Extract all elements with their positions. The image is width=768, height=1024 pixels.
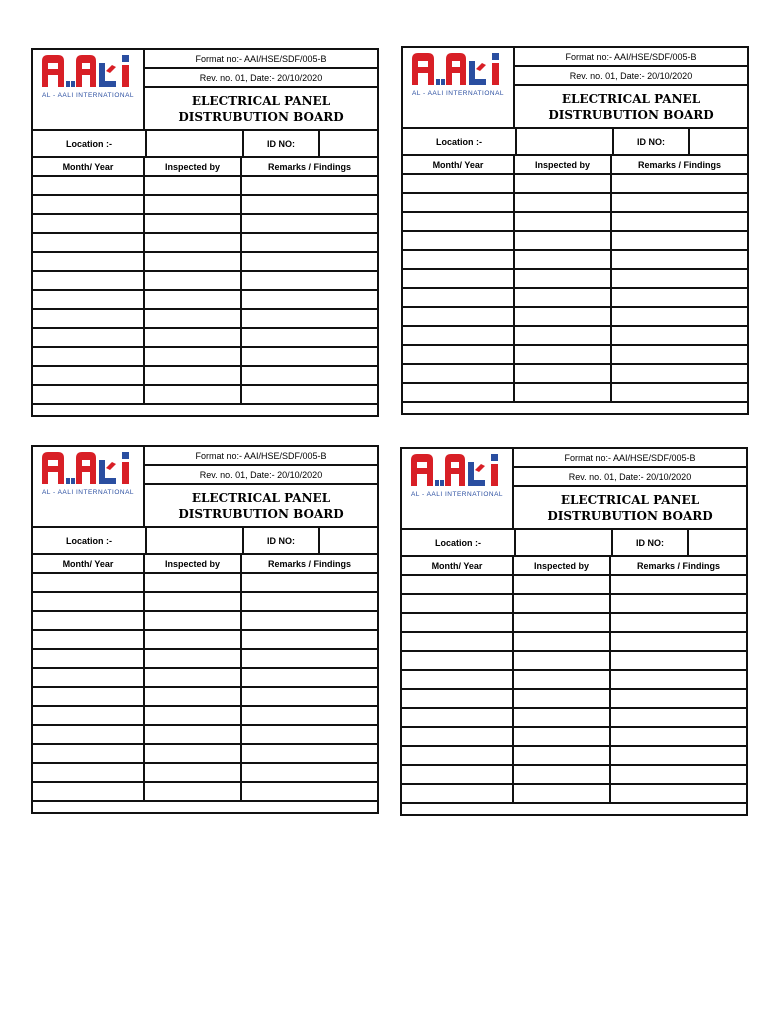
table-cell[interactable] — [145, 574, 242, 593]
id-label: ID NO: — [613, 530, 689, 555]
table-cell[interactable] — [611, 576, 746, 595]
table-cell[interactable] — [514, 671, 611, 690]
table-cell[interactable] — [145, 669, 242, 688]
id-label: ID NO: — [614, 129, 690, 154]
id-field[interactable] — [320, 528, 377, 553]
form-info — [145, 447, 377, 526]
table-cell[interactable] — [242, 726, 377, 745]
table-cell[interactable] — [242, 272, 377, 291]
form-info — [515, 48, 747, 127]
id-field[interactable] — [320, 131, 377, 156]
table-cell[interactable] — [402, 766, 514, 785]
table-cell[interactable] — [514, 633, 611, 652]
table-cell[interactable] — [242, 650, 377, 669]
table-cell[interactable] — [145, 367, 242, 386]
table-cell[interactable] — [514, 595, 611, 614]
table-cell[interactable] — [611, 595, 746, 614]
table-cell[interactable] — [612, 384, 747, 403]
table-cell[interactable] — [403, 308, 515, 327]
table-cell[interactable] — [514, 690, 611, 709]
location-field[interactable] — [516, 530, 613, 555]
table-cell[interactable] — [33, 726, 145, 745]
table-cell[interactable] — [403, 384, 515, 403]
table-cell[interactable] — [242, 631, 377, 650]
table-cell[interactable] — [612, 232, 747, 251]
table-cell[interactable] — [33, 348, 145, 367]
table-cell[interactable] — [33, 631, 145, 650]
logo-tagline: AL - AALI INTERNATIONAL — [410, 491, 504, 498]
table-cell[interactable] — [515, 308, 612, 327]
logo-tagline: AL - AALI INTERNATIONAL — [411, 90, 505, 97]
table-cell[interactable] — [403, 346, 515, 365]
table-cell[interactable] — [612, 251, 747, 270]
id-label: ID NO: — [244, 131, 320, 156]
table-cell[interactable] — [515, 251, 612, 270]
table-cell[interactable] — [403, 270, 515, 289]
location-label: Location :- — [402, 530, 516, 555]
inspection-table — [33, 555, 377, 802]
table-cell[interactable] — [403, 251, 515, 270]
location-row — [33, 131, 377, 158]
card-header — [33, 50, 377, 131]
revision-date: Rev. no. 01, Date:- 20/10/2020 — [515, 67, 747, 86]
table-cell[interactable] — [242, 234, 377, 253]
column-header: Month/ Year — [403, 156, 515, 175]
table-cell[interactable] — [145, 291, 242, 310]
table-cell[interactable] — [145, 272, 242, 291]
table-cell[interactable] — [611, 747, 746, 766]
revision-date: Rev. no. 01, Date:- 20/10/2020 — [145, 466, 377, 485]
location-row — [403, 129, 747, 156]
table-cell[interactable] — [242, 253, 377, 272]
table-cell[interactable] — [611, 652, 746, 671]
table-cell[interactable] — [514, 747, 611, 766]
card-header — [403, 48, 747, 129]
table-cell[interactable] — [403, 232, 515, 251]
table-cell[interactable] — [611, 785, 746, 804]
table-cell[interactable] — [242, 593, 377, 612]
inspection-table — [402, 557, 746, 804]
table-cell[interactable] — [145, 234, 242, 253]
table-cell[interactable] — [33, 593, 145, 612]
footer-row — [33, 802, 377, 821]
column-header: Remarks / Findings — [242, 158, 377, 177]
table-cell[interactable] — [145, 348, 242, 367]
table-cell[interactable] — [612, 365, 747, 384]
location-field[interactable] — [517, 129, 614, 154]
logo-tagline: AL - AALI INTERNATIONAL — [41, 92, 135, 99]
table-cell[interactable] — [242, 367, 377, 386]
column-header: Remarks / Findings — [612, 156, 747, 175]
format-number: Format no:- AAI/HSE/SDF/005-B — [515, 48, 747, 67]
table-cell[interactable] — [515, 327, 612, 346]
table-cell[interactable] — [145, 764, 242, 783]
table-cell[interactable] — [145, 253, 242, 272]
table-cell[interactable] — [33, 329, 145, 348]
aali-logo-icon — [40, 53, 136, 89]
table-cell[interactable] — [145, 745, 242, 764]
table-cell[interactable] — [145, 650, 242, 669]
aali-logo-icon — [40, 450, 136, 486]
table-cell[interactable] — [242, 745, 377, 764]
table-cell[interactable] — [612, 194, 747, 213]
table-cell[interactable] — [242, 310, 377, 329]
column-header: Inspected by — [145, 158, 242, 177]
table-cell[interactable] — [145, 177, 242, 196]
table-cell[interactable] — [403, 213, 515, 232]
form-info — [514, 449, 746, 528]
table-cell[interactable] — [145, 612, 242, 631]
table-cell[interactable] — [33, 688, 145, 707]
logo-tagline: AL - AALI INTERNATIONAL — [41, 489, 135, 496]
table-cell[interactable] — [611, 614, 746, 633]
inspection-table — [403, 156, 747, 403]
aali-logo-icon — [409, 452, 505, 488]
table-cell[interactable] — [514, 709, 611, 728]
table-cell[interactable] — [611, 690, 746, 709]
table-cell[interactable] — [403, 327, 515, 346]
table-cell[interactable] — [611, 766, 746, 785]
inspection-card-1 — [31, 48, 379, 417]
table-cell[interactable] — [242, 707, 377, 726]
table-cell[interactable] — [145, 215, 242, 234]
table-cell[interactable] — [515, 270, 612, 289]
column-header: Remarks / Findings — [242, 555, 377, 574]
inspection-card-4 — [400, 447, 748, 816]
table-cell[interactable] — [33, 707, 145, 726]
table-cell[interactable] — [242, 291, 377, 310]
table-cell[interactable] — [33, 291, 145, 310]
table-cell[interactable] — [514, 766, 611, 785]
table-cell[interactable] — [242, 764, 377, 783]
table-cell[interactable] — [612, 308, 747, 327]
table-cell[interactable] — [514, 614, 611, 633]
inspection-table — [33, 158, 377, 405]
column-header: Month/ Year — [33, 158, 145, 177]
table-cell[interactable] — [402, 595, 514, 614]
table-cell[interactable] — [403, 365, 515, 384]
table-cell[interactable] — [33, 650, 145, 669]
form-title: ELECTRICAL PANEL DISTRUBUTION BOARD — [548, 91, 714, 122]
table-cell[interactable] — [402, 690, 514, 709]
table-cell[interactable] — [402, 671, 514, 690]
table-cell[interactable] — [611, 709, 746, 728]
card-header — [402, 449, 746, 530]
table-cell[interactable] — [515, 232, 612, 251]
table-cell[interactable] — [33, 574, 145, 593]
table-cell[interactable] — [242, 669, 377, 688]
location-row — [402, 530, 746, 557]
table-cell[interactable] — [402, 652, 514, 671]
table-cell[interactable] — [33, 612, 145, 631]
form-title: ELECTRICAL PANEL DISTRUBUTION BOARD — [178, 93, 344, 124]
company-logo — [33, 447, 145, 526]
table-cell[interactable] — [145, 688, 242, 707]
footer-row — [403, 403, 747, 422]
table-cell[interactable] — [33, 272, 145, 291]
table-cell[interactable] — [514, 652, 611, 671]
table-cell[interactable] — [33, 764, 145, 783]
table-cell[interactable] — [145, 726, 242, 745]
table-cell[interactable] — [612, 289, 747, 308]
table-cell[interactable] — [402, 747, 514, 766]
table-cell[interactable] — [242, 215, 377, 234]
form-title: ELECTRICAL PANEL DISTRUBUTION BOARD — [178, 490, 344, 521]
location-label: Location :- — [33, 131, 147, 156]
table-cell[interactable] — [612, 175, 747, 194]
table-cell[interactable] — [242, 612, 377, 631]
column-header: Inspected by — [145, 555, 242, 574]
aali-logo-icon — [410, 51, 506, 87]
table-cell[interactable] — [145, 593, 242, 612]
inspection-card-3 — [31, 445, 379, 814]
location-field[interactable] — [147, 131, 244, 156]
table-cell[interactable] — [33, 783, 145, 802]
table-cell[interactable] — [612, 213, 747, 232]
table-cell[interactable] — [242, 196, 377, 215]
id-label: ID NO: — [244, 528, 320, 553]
location-field[interactable] — [147, 528, 244, 553]
table-cell[interactable] — [514, 728, 611, 747]
table-cell[interactable] — [515, 175, 612, 194]
table-cell[interactable] — [242, 688, 377, 707]
table-cell[interactable] — [242, 329, 377, 348]
table-cell[interactable] — [145, 329, 242, 348]
column-header: Month/ Year — [402, 557, 514, 576]
table-cell[interactable] — [33, 745, 145, 764]
column-header: Inspected by — [514, 557, 611, 576]
table-cell[interactable] — [145, 631, 242, 650]
revision-date: Rev. no. 01, Date:- 20/10/2020 — [145, 69, 377, 88]
table-cell[interactable] — [402, 709, 514, 728]
table-cell[interactable] — [403, 289, 515, 308]
table-cell[interactable] — [402, 633, 514, 652]
inspection-card-2 — [401, 46, 749, 415]
table-cell[interactable] — [612, 346, 747, 365]
table-cell[interactable] — [33, 196, 145, 215]
table-cell[interactable] — [515, 194, 612, 213]
table-cell[interactable] — [402, 576, 514, 595]
company-logo — [33, 50, 145, 129]
table-cell[interactable] — [515, 365, 612, 384]
table-cell[interactable] — [33, 234, 145, 253]
table-cell[interactable] — [515, 213, 612, 232]
table-cell[interactable] — [33, 669, 145, 688]
table-cell[interactable] — [33, 215, 145, 234]
table-cell[interactable] — [242, 348, 377, 367]
table-cell[interactable] — [515, 346, 612, 365]
table-cell[interactable] — [145, 783, 242, 802]
table-cell[interactable] — [611, 728, 746, 747]
table-cell[interactable] — [145, 707, 242, 726]
table-cell[interactable] — [515, 289, 612, 308]
table-cell[interactable] — [33, 367, 145, 386]
id-field[interactable] — [690, 129, 747, 154]
format-number: Format no:- AAI/HSE/SDF/005-B — [514, 449, 746, 468]
card-header — [33, 447, 377, 528]
table-cell[interactable] — [402, 785, 514, 804]
column-header: Inspected by — [515, 156, 612, 175]
table-cell[interactable] — [612, 327, 747, 346]
table-cell[interactable] — [403, 175, 515, 194]
footer-row — [33, 405, 377, 424]
table-cell[interactable] — [145, 386, 242, 405]
table-cell[interactable] — [515, 384, 612, 403]
column-header: Month/ Year — [33, 555, 145, 574]
form-title: ELECTRICAL PANEL DISTRUBUTION BOARD — [547, 492, 713, 523]
table-cell[interactable] — [514, 785, 611, 804]
column-header: Remarks / Findings — [611, 557, 746, 576]
table-cell[interactable] — [33, 177, 145, 196]
location-label: Location :- — [403, 129, 517, 154]
location-label: Location :- — [33, 528, 147, 553]
table-cell[interactable] — [33, 253, 145, 272]
table-cell[interactable] — [611, 671, 746, 690]
form-info — [145, 50, 377, 129]
footer-row — [402, 804, 746, 823]
format-number: Format no:- AAI/HSE/SDF/005-B — [145, 447, 377, 466]
table-cell[interactable] — [33, 310, 145, 329]
revision-date: Rev. no. 01, Date:- 20/10/2020 — [514, 468, 746, 487]
table-cell[interactable] — [611, 633, 746, 652]
table-cell[interactable] — [402, 614, 514, 633]
table-cell[interactable] — [514, 576, 611, 595]
location-row — [33, 528, 377, 555]
table-cell[interactable] — [145, 310, 242, 329]
table-cell[interactable] — [33, 386, 145, 405]
id-field[interactable] — [689, 530, 746, 555]
table-cell[interactable] — [145, 196, 242, 215]
table-cell[interactable] — [242, 783, 377, 802]
table-cell[interactable] — [242, 177, 377, 196]
format-number: Format no:- AAI/HSE/SDF/005-B — [145, 50, 377, 69]
table-cell[interactable] — [242, 386, 377, 405]
table-cell[interactable] — [402, 728, 514, 747]
table-cell[interactable] — [242, 574, 377, 593]
table-cell[interactable] — [612, 270, 747, 289]
company-logo — [402, 449, 514, 528]
company-logo — [403, 48, 515, 127]
table-cell[interactable] — [403, 194, 515, 213]
